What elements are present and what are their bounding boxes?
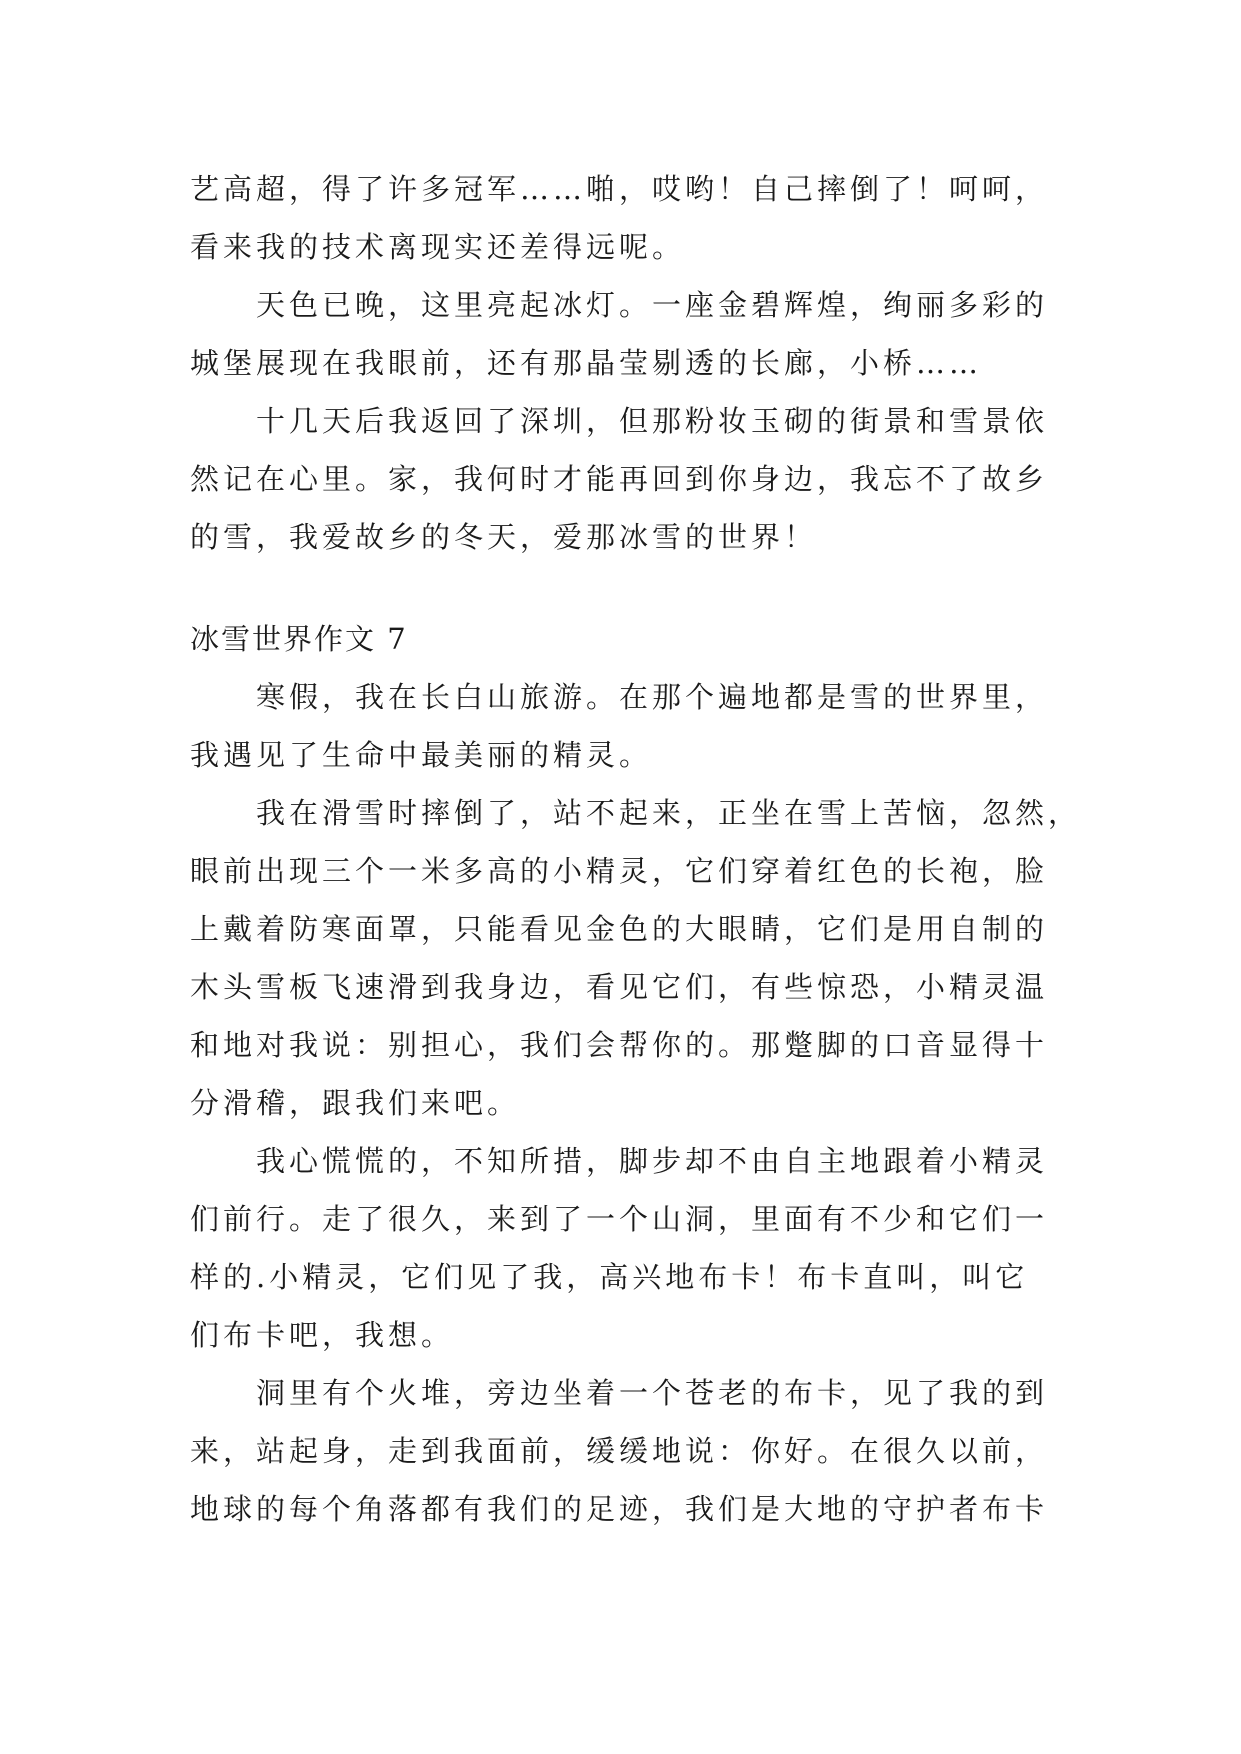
paragraph-start-line: 寒假，我在长白山旅游。在那个遍地都是雪的世界里， bbox=[256, 680, 1049, 714]
text-line: 的雪，我爱故乡的冬天，爱那冰雪的世界！ bbox=[190, 520, 818, 554]
text-line: 们前行。走了很久，来到了一个山洞，里面有不少和它们一 bbox=[190, 1202, 1049, 1236]
text-line: 然记在心里。家，我何时才能再回到你身边，我忘不了故乡 bbox=[190, 462, 1049, 496]
paragraph-start-line: 我心慌慌的，不知所措，脚步却不由自主地跟着小精灵 bbox=[256, 1144, 1049, 1178]
text-line: 和地对我说：别担心，我们会帮你的。那蹩脚的口音显得十 bbox=[190, 1028, 1049, 1062]
paragraph-start-line: 我在滑雪时摔倒了，站不起来，正坐在雪上苦恼，忽然， bbox=[256, 796, 1082, 830]
text-line: 样的.小精灵，它们见了我，高兴地布卡！布卡直叫，叫它 bbox=[190, 1260, 1029, 1294]
text-line: 看来我的技术离现实还差得远呢。 bbox=[190, 230, 686, 264]
text-line: 城堡展现在我眼前，还有那晶莹剔透的长廊，小桥…… bbox=[190, 346, 983, 380]
paragraph-start-line: 十几天后我返回了深圳，但那粉妆玉砌的街景和雪景依 bbox=[256, 404, 1049, 438]
text-line: 地球的每个角落都有我们的足迹，我们是大地的守护者布卡 bbox=[190, 1492, 1049, 1526]
section-title: 冰雪世界作文 7 bbox=[190, 622, 408, 656]
paragraph-start-line: 洞里有个火堆，旁边坐着一个苍老的布卡，见了我的到 bbox=[256, 1376, 1049, 1410]
text-line: 木头雪板飞速滑到我身边，看见它们，有些惊恐，小精灵温 bbox=[190, 970, 1049, 1004]
text-line: 眼前出现三个一米多高的小精灵，它们穿着红色的长袍，脸 bbox=[190, 854, 1049, 888]
document-body bbox=[190, 160, 1080, 1538]
text-line: 艺高超，得了许多冠军……啪，哎哟！自己摔倒了！呵呵， bbox=[190, 172, 1049, 206]
text-line: 分滑稽，跟我们来吧。 bbox=[190, 1086, 521, 1120]
text-line: 我遇见了生命中最美丽的精灵。 bbox=[190, 738, 653, 772]
text-line: 来，站起身，走到我面前，缓缓地说：你好。在很久以前， bbox=[190, 1434, 1049, 1468]
paragraph-start-line: 天色已晚，这里亮起冰灯。一座金碧辉煌，绚丽多彩的 bbox=[256, 288, 1049, 322]
text-line: 们布卡吧，我想。 bbox=[190, 1318, 455, 1352]
text-line: 上戴着防寒面罩，只能看见金色的大眼睛，它们是用自制的 bbox=[190, 912, 1049, 946]
